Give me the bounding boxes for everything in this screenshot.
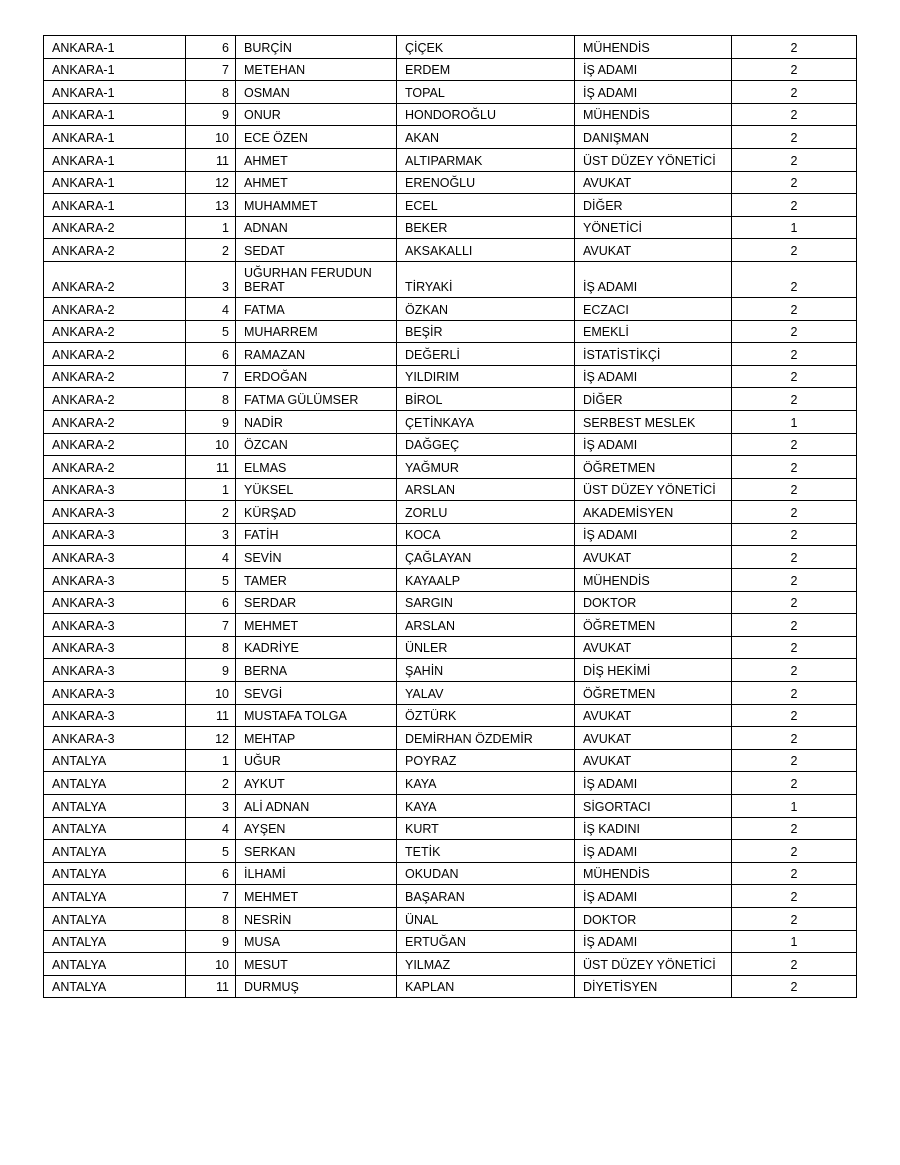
table-row (44, 930, 857, 953)
first-name-cell: SERKAN (236, 840, 397, 863)
first-name-cell: SERDAR (236, 591, 397, 614)
first-name-cell: FATMA (236, 297, 397, 320)
profession-cell: DANIŞMAN (575, 126, 732, 149)
profession-cell: ECZACI (575, 297, 732, 320)
count-cell: 2 (732, 817, 857, 840)
profession-cell: AVUKAT (575, 239, 732, 262)
order-number-cell: 10 (186, 953, 236, 976)
order-number-cell: 8 (186, 81, 236, 104)
table-row (44, 297, 857, 320)
order-number-cell: 6 (186, 343, 236, 366)
last-name-cell: ÖZTÜRK (397, 704, 575, 727)
first-name-cell: AHMET (236, 148, 397, 171)
count-cell: 2 (732, 103, 857, 126)
first-name-cell: MUHAMMET (236, 194, 397, 217)
table-row (44, 388, 857, 411)
count-cell: 1 (732, 216, 857, 239)
order-number-cell: 4 (186, 297, 236, 320)
profession-cell: DİŞ HEKİMİ (575, 659, 732, 682)
table-row (44, 614, 857, 637)
last-name-cell: YILMAZ (397, 953, 575, 976)
count-cell: 2 (732, 907, 857, 930)
last-name-cell: KOCA (397, 523, 575, 546)
profession-cell: İŞ ADAMI (575, 523, 732, 546)
table-row (44, 456, 857, 479)
first-name-cell: BURÇİN (236, 36, 397, 59)
table-row (44, 907, 857, 930)
first-name-cell: NESRİN (236, 907, 397, 930)
profession-cell: ÜST DÜZEY YÖNETİCİ (575, 148, 732, 171)
last-name-cell: ŞAHİN (397, 659, 575, 682)
region-cell: ANTALYA (44, 885, 186, 908)
count-cell: 2 (732, 365, 857, 388)
first-name-cell: MUSA (236, 930, 397, 953)
profession-cell: MÜHENDİS (575, 103, 732, 126)
last-name-cell: BAŞARAN (397, 885, 575, 908)
last-name-cell: KAPLAN (397, 975, 575, 998)
last-name-cell: KURT (397, 817, 575, 840)
last-name-cell: ECEL (397, 194, 575, 217)
profession-cell: MÜHENDİS (575, 36, 732, 59)
order-number-cell: 9 (186, 930, 236, 953)
candidate-table (43, 35, 857, 998)
region-cell: ANKARA-1 (44, 81, 186, 104)
table-row (44, 953, 857, 976)
region-cell: ANKARA-2 (44, 388, 186, 411)
first-name-cell: MEHMET (236, 614, 397, 637)
table-row (44, 36, 857, 59)
first-name-cell: MUSTAFA TOLGA (236, 704, 397, 727)
profession-cell: DİĞER (575, 194, 732, 217)
last-name-cell: ERDEM (397, 58, 575, 81)
first-name-cell: KADRİYE (236, 636, 397, 659)
first-name-cell: METEHAN (236, 58, 397, 81)
profession-cell: MÜHENDİS (575, 569, 732, 592)
table-row (44, 885, 857, 908)
first-name-cell: SEVİN (236, 546, 397, 569)
first-name-cell: SEVGİ (236, 682, 397, 705)
first-name-cell: ADNAN (236, 216, 397, 239)
profession-cell: AVUKAT (575, 171, 732, 194)
order-number-cell: 1 (186, 216, 236, 239)
count-cell: 2 (732, 749, 857, 772)
table-row (44, 749, 857, 772)
table-row (44, 704, 857, 727)
last-name-cell: ERTUĞAN (397, 930, 575, 953)
count-cell: 2 (732, 591, 857, 614)
first-name-cell: MESUT (236, 953, 397, 976)
last-name-cell: SARGIN (397, 591, 575, 614)
count-cell: 2 (732, 148, 857, 171)
order-number-cell: 4 (186, 817, 236, 840)
first-name-cell: SEDAT (236, 239, 397, 262)
region-cell: ANKARA-2 (44, 297, 186, 320)
first-name-cell: FATİH (236, 523, 397, 546)
profession-cell: ÖĞRETMEN (575, 456, 732, 479)
region-cell: ANTALYA (44, 907, 186, 930)
region-cell: ANKARA-2 (44, 365, 186, 388)
profession-cell: İŞ ADAMI (575, 885, 732, 908)
first-name-cell: MUHARREM (236, 320, 397, 343)
order-number-cell: 5 (186, 320, 236, 343)
profession-cell: İŞ ADAMI (575, 58, 732, 81)
profession-cell: İŞ ADAMI (575, 772, 732, 795)
table-row (44, 171, 857, 194)
last-name-cell: ÜNLER (397, 636, 575, 659)
region-cell: ANKARA-2 (44, 456, 186, 479)
region-cell: ANKARA-3 (44, 727, 186, 750)
profession-cell: DİYETİSYEN (575, 975, 732, 998)
profession-cell: EMEKLİ (575, 320, 732, 343)
table-row (44, 81, 857, 104)
region-cell: ANKARA-3 (44, 682, 186, 705)
table-row (44, 840, 857, 863)
order-number-cell: 11 (186, 456, 236, 479)
last-name-cell: YALAV (397, 682, 575, 705)
profession-cell: İŞ ADAMI (575, 840, 732, 863)
order-number-cell: 9 (186, 659, 236, 682)
count-cell: 2 (732, 261, 857, 297)
count-cell: 2 (732, 171, 857, 194)
last-name-cell: ÇETİNKAYA (397, 410, 575, 433)
last-name-cell: AKAN (397, 126, 575, 149)
table-row (44, 58, 857, 81)
table-row (44, 546, 857, 569)
order-number-cell: 7 (186, 365, 236, 388)
count-cell: 2 (732, 546, 857, 569)
count-cell: 2 (732, 320, 857, 343)
count-cell: 2 (732, 501, 857, 524)
first-name-cell: KÜRŞAD (236, 501, 397, 524)
count-cell: 2 (732, 569, 857, 592)
count-cell: 2 (732, 36, 857, 59)
table-row (44, 410, 857, 433)
count-cell: 1 (732, 795, 857, 818)
count-cell: 2 (732, 614, 857, 637)
table-row (44, 216, 857, 239)
count-cell: 2 (732, 239, 857, 262)
last-name-cell: TOPAL (397, 81, 575, 104)
order-number-cell: 3 (186, 261, 236, 297)
first-name-cell: DURMUŞ (236, 975, 397, 998)
order-number-cell: 7 (186, 58, 236, 81)
first-name-cell: RAMAZAN (236, 343, 397, 366)
table-row (44, 569, 857, 592)
last-name-cell: ÜNAL (397, 907, 575, 930)
order-number-cell: 9 (186, 103, 236, 126)
region-cell: ANKARA-3 (44, 569, 186, 592)
profession-cell: İŞ ADAMI (575, 433, 732, 456)
count-cell: 2 (732, 81, 857, 104)
count-cell: 2 (732, 704, 857, 727)
order-number-cell: 3 (186, 523, 236, 546)
region-cell: ANKARA-2 (44, 320, 186, 343)
table-row (44, 433, 857, 456)
table-row (44, 975, 857, 998)
count-cell: 2 (732, 297, 857, 320)
profession-cell: AVUKAT (575, 727, 732, 750)
region-cell: ANKARA-3 (44, 659, 186, 682)
first-name-cell: YÜKSEL (236, 478, 397, 501)
count-cell: 2 (732, 636, 857, 659)
region-cell: ANKARA-3 (44, 614, 186, 637)
table-row (44, 523, 857, 546)
profession-cell: ÖĞRETMEN (575, 682, 732, 705)
count-cell: 2 (732, 885, 857, 908)
region-cell: ANKARA-2 (44, 433, 186, 456)
last-name-cell: YILDIRIM (397, 365, 575, 388)
region-cell: ANTALYA (44, 840, 186, 863)
profession-cell: İŞ ADAMI (575, 930, 732, 953)
order-number-cell: 11 (186, 975, 236, 998)
order-number-cell: 8 (186, 907, 236, 930)
profession-cell: AVUKAT (575, 749, 732, 772)
profession-cell: DOKTOR (575, 591, 732, 614)
order-number-cell: 1 (186, 749, 236, 772)
table-row (44, 148, 857, 171)
count-cell: 2 (732, 953, 857, 976)
last-name-cell: AKSAKALLI (397, 239, 575, 262)
profession-cell: İŞ ADAMI (575, 81, 732, 104)
table-row (44, 126, 857, 149)
last-name-cell: KAYAALP (397, 569, 575, 592)
first-name-cell: OSMAN (236, 81, 397, 104)
first-name-cell: UĞURHAN FERUDUN BERAT (236, 261, 397, 297)
region-cell: ANTALYA (44, 930, 186, 953)
last-name-cell: KAYA (397, 772, 575, 795)
order-number-cell: 1 (186, 478, 236, 501)
first-name-cell: MEHMET (236, 885, 397, 908)
last-name-cell: ARSLAN (397, 614, 575, 637)
region-cell: ANKARA-3 (44, 591, 186, 614)
order-number-cell: 11 (186, 148, 236, 171)
count-cell: 2 (732, 840, 857, 863)
last-name-cell: BİROL (397, 388, 575, 411)
count-cell: 2 (732, 975, 857, 998)
profession-cell: İSTATİSTİKÇİ (575, 343, 732, 366)
count-cell: 2 (732, 194, 857, 217)
table-row (44, 727, 857, 750)
profession-cell: AVUKAT (575, 636, 732, 659)
last-name-cell: OKUDAN (397, 862, 575, 885)
table-row (44, 261, 857, 297)
last-name-cell: TETİK (397, 840, 575, 863)
region-cell: ANKARA-2 (44, 239, 186, 262)
last-name-cell: TİRYAKİ (397, 261, 575, 297)
region-cell: ANKARA-3 (44, 478, 186, 501)
order-number-cell: 7 (186, 885, 236, 908)
order-number-cell: 5 (186, 840, 236, 863)
region-cell: ANTALYA (44, 975, 186, 998)
count-cell: 2 (732, 727, 857, 750)
table-row (44, 591, 857, 614)
candidate-table-page (43, 35, 856, 998)
profession-cell: SERBEST MESLEK (575, 410, 732, 433)
order-number-cell: 10 (186, 126, 236, 149)
first-name-cell: İLHAMİ (236, 862, 397, 885)
region-cell: ANKARA-2 (44, 216, 186, 239)
profession-cell: MÜHENDİS (575, 862, 732, 885)
last-name-cell: BEŞİR (397, 320, 575, 343)
last-name-cell: HONDOROĞLU (397, 103, 575, 126)
table-row (44, 343, 857, 366)
order-number-cell: 10 (186, 433, 236, 456)
first-name-cell: ONUR (236, 103, 397, 126)
count-cell: 2 (732, 343, 857, 366)
count-cell: 2 (732, 456, 857, 479)
profession-cell: AVUKAT (575, 546, 732, 569)
last-name-cell: DAĞGEÇ (397, 433, 575, 456)
last-name-cell: POYRAZ (397, 749, 575, 772)
order-number-cell: 13 (186, 194, 236, 217)
first-name-cell: AYŞEN (236, 817, 397, 840)
last-name-cell: ARSLAN (397, 478, 575, 501)
first-name-cell: AHMET (236, 171, 397, 194)
last-name-cell: YAĞMUR (397, 456, 575, 479)
count-cell: 2 (732, 862, 857, 885)
region-cell: ANKARA-3 (44, 704, 186, 727)
profession-cell: SİGORTACI (575, 795, 732, 818)
table-row (44, 501, 857, 524)
order-number-cell: 5 (186, 569, 236, 592)
first-name-cell: NADİR (236, 410, 397, 433)
profession-cell: DİĞER (575, 388, 732, 411)
profession-cell: ÖĞRETMEN (575, 614, 732, 637)
region-cell: ANTALYA (44, 862, 186, 885)
region-cell: ANKARA-1 (44, 126, 186, 149)
first-name-cell: ECE ÖZEN (236, 126, 397, 149)
first-name-cell: MEHTAP (236, 727, 397, 750)
region-cell: ANTALYA (44, 795, 186, 818)
region-cell: ANKARA-2 (44, 261, 186, 297)
first-name-cell: ALİ ADNAN (236, 795, 397, 818)
order-number-cell: 11 (186, 704, 236, 727)
profession-cell: İŞ ADAMI (575, 365, 732, 388)
table-row (44, 862, 857, 885)
region-cell: ANTALYA (44, 749, 186, 772)
profession-cell: DOKTOR (575, 907, 732, 930)
table-row (44, 320, 857, 343)
order-number-cell: 2 (186, 772, 236, 795)
region-cell: ANTALYA (44, 953, 186, 976)
region-cell: ANKARA-2 (44, 343, 186, 366)
count-cell: 1 (732, 410, 857, 433)
first-name-cell: AYKUT (236, 772, 397, 795)
profession-cell: AVUKAT (575, 704, 732, 727)
region-cell: ANKARA-1 (44, 58, 186, 81)
region-cell: ANKARA-3 (44, 546, 186, 569)
region-cell: ANKARA-2 (44, 410, 186, 433)
count-cell: 1 (732, 930, 857, 953)
region-cell: ANKARA-3 (44, 636, 186, 659)
order-number-cell: 6 (186, 862, 236, 885)
profession-cell: İŞ KADINI (575, 817, 732, 840)
last-name-cell: ÖZKAN (397, 297, 575, 320)
table-row (44, 772, 857, 795)
profession-cell: YÖNETİCİ (575, 216, 732, 239)
first-name-cell: UĞUR (236, 749, 397, 772)
profession-cell: ÜST DÜZEY YÖNETİCİ (575, 953, 732, 976)
first-name-cell: ÖZCAN (236, 433, 397, 456)
last-name-cell: ÇİÇEK (397, 36, 575, 59)
order-number-cell: 6 (186, 591, 236, 614)
order-number-cell: 4 (186, 546, 236, 569)
region-cell: ANKARA-3 (44, 523, 186, 546)
order-number-cell: 2 (186, 501, 236, 524)
table-row (44, 817, 857, 840)
last-name-cell: DEMİRHAN ÖZDEMİR (397, 727, 575, 750)
region-cell: ANTALYA (44, 817, 186, 840)
order-number-cell: 3 (186, 795, 236, 818)
profession-cell: AKADEMİSYEN (575, 501, 732, 524)
count-cell: 2 (732, 126, 857, 149)
table-row (44, 478, 857, 501)
count-cell: 2 (732, 772, 857, 795)
table-row (44, 636, 857, 659)
count-cell: 2 (732, 388, 857, 411)
last-name-cell: DEĞERLİ (397, 343, 575, 366)
first-name-cell: TAMER (236, 569, 397, 592)
last-name-cell: KAYA (397, 795, 575, 818)
last-name-cell: ALTIPARMAK (397, 148, 575, 171)
count-cell: 2 (732, 682, 857, 705)
region-cell: ANKARA-1 (44, 171, 186, 194)
table-row (44, 659, 857, 682)
count-cell: 2 (732, 433, 857, 456)
region-cell: ANKARA-1 (44, 103, 186, 126)
region-cell: ANKARA-1 (44, 148, 186, 171)
order-number-cell: 8 (186, 388, 236, 411)
region-cell: ANKARA-1 (44, 194, 186, 217)
table-row (44, 365, 857, 388)
first-name-cell: BERNA (236, 659, 397, 682)
region-cell: ANKARA-1 (44, 36, 186, 59)
count-cell: 2 (732, 478, 857, 501)
order-number-cell: 8 (186, 636, 236, 659)
last-name-cell: ERENOĞLU (397, 171, 575, 194)
region-cell: ANTALYA (44, 772, 186, 795)
first-name-cell: FATMA GÜLÜMSER (236, 388, 397, 411)
order-number-cell: 9 (186, 410, 236, 433)
table-row (44, 795, 857, 818)
order-number-cell: 10 (186, 682, 236, 705)
order-number-cell: 12 (186, 727, 236, 750)
count-cell: 2 (732, 523, 857, 546)
order-number-cell: 12 (186, 171, 236, 194)
region-cell: ANKARA-3 (44, 501, 186, 524)
last-name-cell: ZORLU (397, 501, 575, 524)
table-row (44, 239, 857, 262)
table-row (44, 194, 857, 217)
order-number-cell: 6 (186, 36, 236, 59)
last-name-cell: BEKER (397, 216, 575, 239)
table-row (44, 682, 857, 705)
profession-cell: ÜST DÜZEY YÖNETİCİ (575, 478, 732, 501)
order-number-cell: 2 (186, 239, 236, 262)
count-cell: 2 (732, 58, 857, 81)
first-name-cell: ELMAS (236, 456, 397, 479)
count-cell: 2 (732, 659, 857, 682)
profession-cell: İŞ ADAMI (575, 261, 732, 297)
first-name-cell: ERDOĞAN (236, 365, 397, 388)
last-name-cell: ÇAĞLAYAN (397, 546, 575, 569)
table-row (44, 103, 857, 126)
order-number-cell: 7 (186, 614, 236, 637)
table-body (44, 36, 857, 998)
